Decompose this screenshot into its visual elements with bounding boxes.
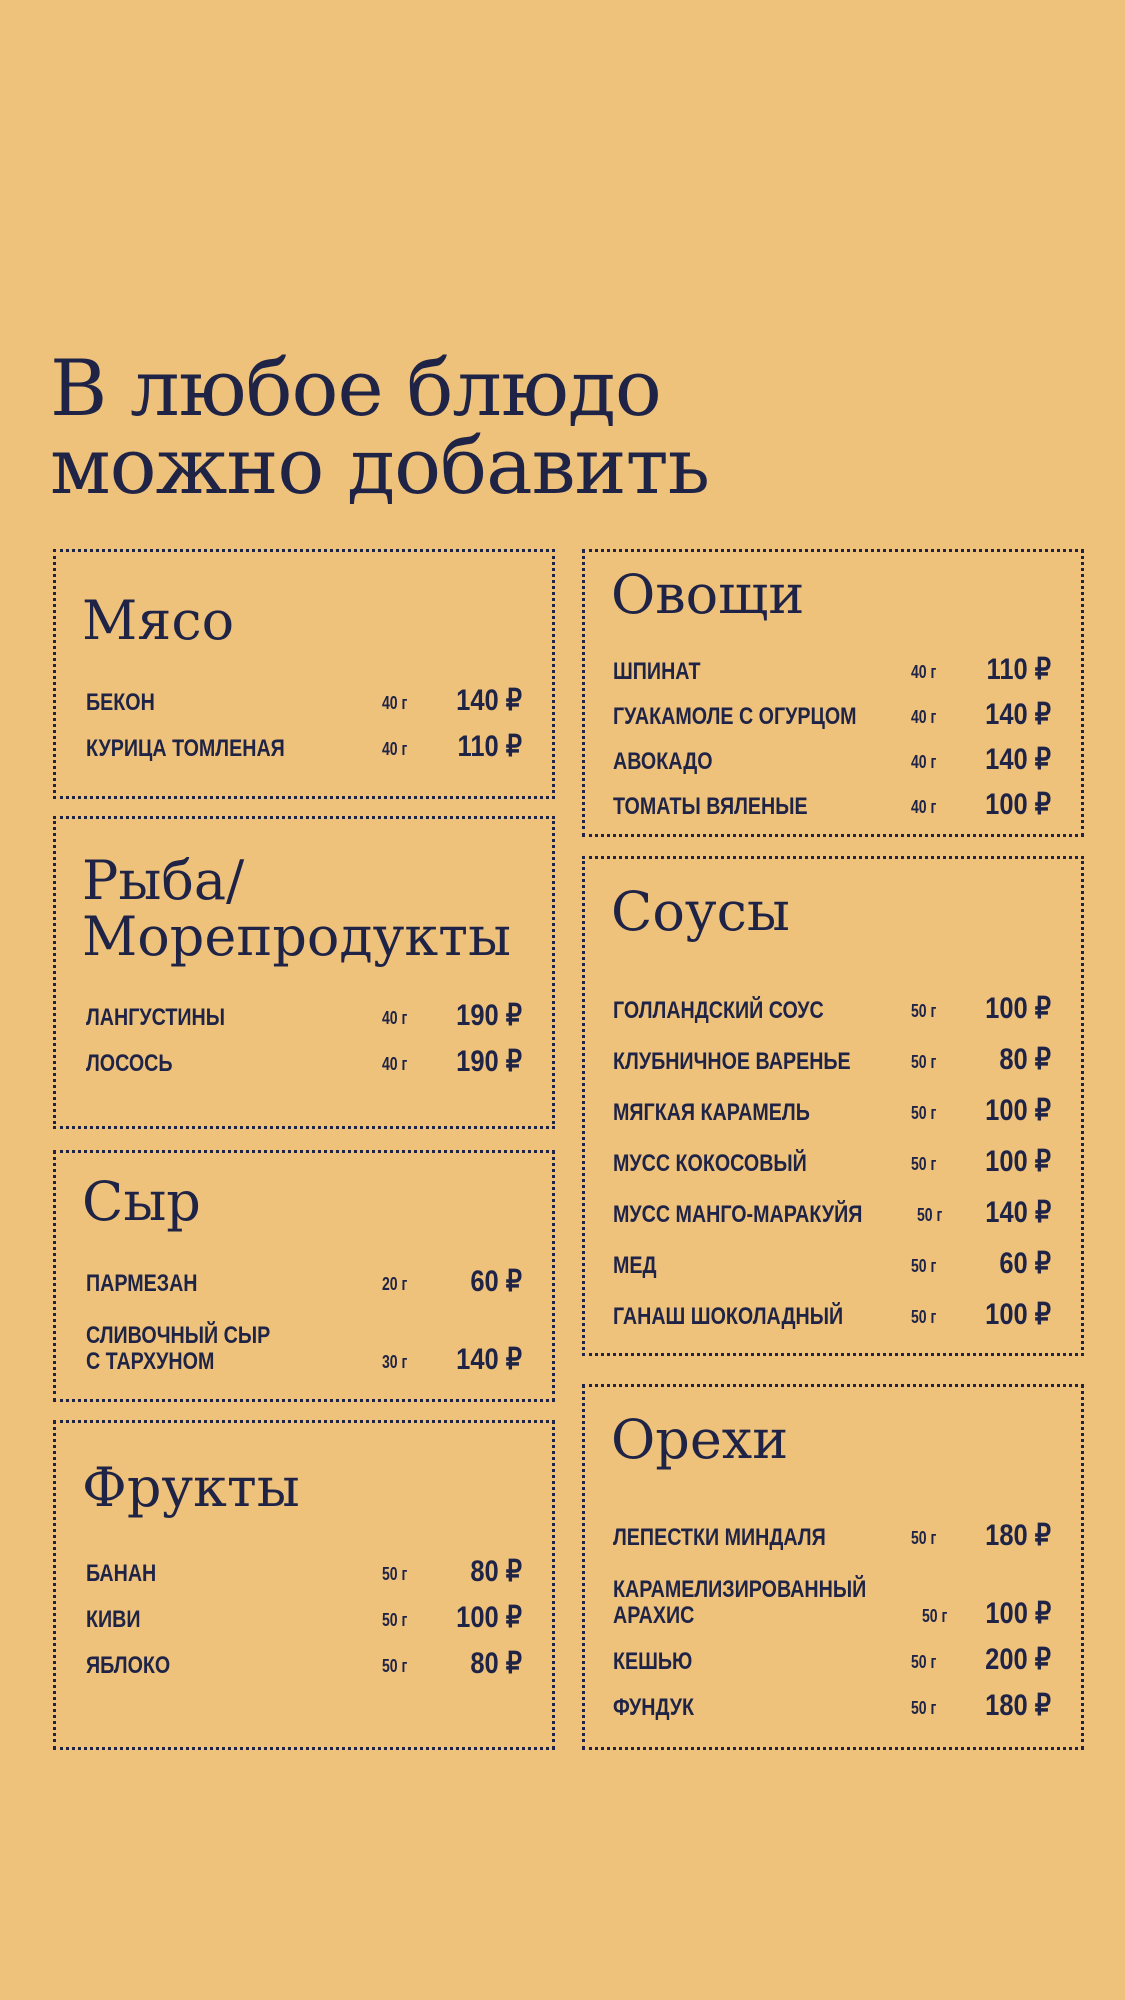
item-price: 140 ₽ bbox=[456, 684, 522, 717]
item-name: БАНАН bbox=[86, 1560, 157, 1587]
item-price: 140 ₽ bbox=[985, 698, 1051, 731]
item-price: 180 ₽ bbox=[985, 1689, 1051, 1722]
item-weight: 50 г bbox=[911, 1528, 937, 1548]
item-name bbox=[613, 1577, 866, 1629]
item-weight: 40 г bbox=[911, 797, 937, 817]
item-weight: 40 г bbox=[382, 1008, 408, 1028]
menu-item bbox=[613, 1177, 1051, 1228]
item-name: ЛОСОСЬ bbox=[86, 1050, 173, 1077]
item-price: 110 ₽ bbox=[457, 730, 522, 763]
menu-item bbox=[613, 1551, 1051, 1629]
item-weight: 50 г bbox=[382, 1610, 408, 1630]
item-name: КЕШЬЮ bbox=[613, 1648, 693, 1675]
item-name: ГОЛЛАНДСКИЙ СОУС bbox=[613, 997, 824, 1024]
item-price: 100 ₽ bbox=[456, 1601, 522, 1634]
item-price: 140 ₽ bbox=[985, 1196, 1051, 1229]
menu-item bbox=[613, 730, 1051, 775]
menu-item bbox=[86, 1541, 522, 1587]
item-weight: 40 г bbox=[382, 739, 408, 759]
section-vegetables bbox=[582, 549, 1084, 837]
item-price: 100 ₽ bbox=[985, 1597, 1051, 1630]
section-sauces bbox=[582, 856, 1084, 1356]
item-price: 100 ₽ bbox=[985, 1094, 1051, 1127]
item-weight: 50 г bbox=[911, 1052, 937, 1072]
page-title bbox=[50, 344, 710, 512]
item-price: 110 ₽ bbox=[986, 653, 1051, 686]
heading-line-1: Рыба/ bbox=[82, 849, 245, 912]
menu-item bbox=[613, 1228, 1051, 1279]
section-heading bbox=[82, 849, 512, 968]
item-price: 140 ₽ bbox=[456, 1343, 522, 1376]
item-name: ЯБЛОКО bbox=[86, 1652, 171, 1679]
item-name-line-2: АРАХИС bbox=[613, 1602, 695, 1629]
menu-item bbox=[613, 1675, 1051, 1721]
title-line-1: В любое блюдо bbox=[50, 344, 661, 434]
item-name: ЛАНГУСТИНЫ bbox=[86, 1004, 226, 1031]
item-price: 200 ₽ bbox=[985, 1643, 1051, 1676]
item-price: 180 ₽ bbox=[985, 1519, 1051, 1552]
menu-item bbox=[86, 1031, 522, 1077]
item-name: ГАНАШ ШОКОЛАДНЫЙ bbox=[613, 1303, 844, 1330]
item-weight: 40 г bbox=[911, 662, 937, 682]
item-weight: 50 г bbox=[911, 1256, 937, 1276]
item-name: БЕКОН bbox=[86, 689, 155, 716]
item-name: МЯГКАЯ КАРАМЕЛЬ bbox=[613, 1099, 810, 1126]
menu-item bbox=[613, 1126, 1051, 1177]
item-weight: 50 г bbox=[911, 1652, 937, 1672]
item-price: 100 ₽ bbox=[985, 1145, 1051, 1178]
item-name: АВОКАДО bbox=[613, 748, 713, 775]
item-weight: 50 г bbox=[911, 1103, 937, 1123]
item-name: МУСС МАНГО-МАРАКУЙЯ bbox=[613, 1201, 863, 1228]
section-heading: Овощи bbox=[611, 563, 805, 626]
item-weight: 50 г bbox=[921, 1606, 948, 1626]
item-weight: 50 г bbox=[917, 1205, 943, 1225]
menu-item bbox=[86, 1251, 522, 1297]
menu-item bbox=[86, 1297, 522, 1375]
section-heading: Сыр bbox=[82, 1170, 201, 1233]
heading-line-2: Морепродукты bbox=[82, 905, 512, 968]
menu-item bbox=[613, 685, 1051, 730]
item-weight: 30 г bbox=[382, 1352, 408, 1372]
item-price: 100 ₽ bbox=[985, 1298, 1051, 1331]
section-heading: Соусы bbox=[611, 880, 790, 943]
section-fruits bbox=[53, 1420, 555, 1750]
section-cheese bbox=[53, 1150, 555, 1402]
section-heading: Мясо bbox=[82, 589, 235, 652]
menu-item bbox=[613, 1279, 1051, 1330]
item-name: ПАРМЕЗАН bbox=[86, 1270, 198, 1297]
item-price: 80 ₽ bbox=[470, 1647, 522, 1680]
menu-item bbox=[613, 1629, 1051, 1675]
item-weight: 40 г bbox=[911, 707, 937, 727]
item-weight: 40 г bbox=[382, 693, 408, 713]
item-name-line-1: СЛИВОЧНЫЙ СЫР bbox=[86, 1322, 271, 1349]
item-price: 80 ₽ bbox=[470, 1555, 522, 1588]
menu-item bbox=[86, 1587, 522, 1633]
item-price: 190 ₽ bbox=[456, 1045, 522, 1078]
section-nuts bbox=[582, 1384, 1084, 1750]
menu-item bbox=[86, 670, 522, 716]
title-line-2: можно добавить bbox=[50, 422, 710, 512]
item-weight: 40 г bbox=[911, 752, 937, 772]
menu-item bbox=[613, 640, 1051, 685]
menu-item bbox=[613, 973, 1051, 1024]
item-price: 190 ₽ bbox=[456, 999, 522, 1032]
item-price: 100 ₽ bbox=[985, 992, 1051, 1025]
item-name: КЛУБНИЧНОЕ ВАРЕНЬЕ bbox=[613, 1048, 851, 1075]
item-name: МУСС КОКОСОВЫЙ bbox=[613, 1150, 807, 1177]
item-name: ТОМАТЫ ВЯЛЕНЫЕ bbox=[613, 793, 808, 820]
item-name: ФУНДУК bbox=[613, 1694, 695, 1721]
section-heading: Орехи bbox=[611, 1408, 789, 1471]
item-price: 60 ₽ bbox=[470, 1265, 522, 1298]
item-name: ЛЕПЕСТКИ МИНДАЛЯ bbox=[613, 1524, 826, 1551]
item-price: 80 ₽ bbox=[999, 1043, 1051, 1076]
item-weight: 50 г bbox=[911, 1698, 937, 1718]
menu-item bbox=[613, 775, 1051, 820]
item-price: 140 ₽ bbox=[985, 743, 1051, 776]
menu-item bbox=[613, 1024, 1051, 1075]
menu-item bbox=[86, 716, 522, 762]
menu-item bbox=[613, 1505, 1051, 1551]
item-weight: 50 г bbox=[911, 1154, 937, 1174]
menu-item bbox=[613, 1075, 1051, 1126]
menu-item bbox=[86, 1633, 522, 1679]
item-name-line-1: КАРАМЕЛИЗИРОВАННЫЙ bbox=[613, 1576, 867, 1603]
item-weight: 50 г bbox=[382, 1656, 408, 1676]
item-weight: 50 г bbox=[382, 1564, 408, 1584]
item-price: 60 ₽ bbox=[999, 1247, 1051, 1280]
section-fish bbox=[53, 816, 555, 1129]
item-name: ШПИНАТ bbox=[613, 658, 701, 685]
item-name bbox=[86, 1323, 329, 1375]
section-heading: Фрукты bbox=[82, 1456, 300, 1519]
item-weight: 50 г bbox=[911, 1001, 937, 1021]
item-name: МЕД bbox=[613, 1252, 657, 1279]
item-name: ГУАКАМОЛЕ С ОГУРЦОМ bbox=[613, 703, 857, 730]
section-meat bbox=[53, 549, 555, 799]
item-name-line-2: С ТАРХУНОМ bbox=[86, 1348, 215, 1375]
menu-item bbox=[86, 985, 522, 1031]
item-weight: 20 г bbox=[382, 1274, 408, 1294]
item-name: КИВИ bbox=[86, 1606, 141, 1633]
item-weight: 40 г bbox=[382, 1054, 408, 1074]
item-price: 100 ₽ bbox=[985, 788, 1051, 821]
item-name: КУРИЦА ТОМЛЕНАЯ bbox=[86, 735, 285, 762]
item-weight: 50 г bbox=[911, 1307, 937, 1327]
